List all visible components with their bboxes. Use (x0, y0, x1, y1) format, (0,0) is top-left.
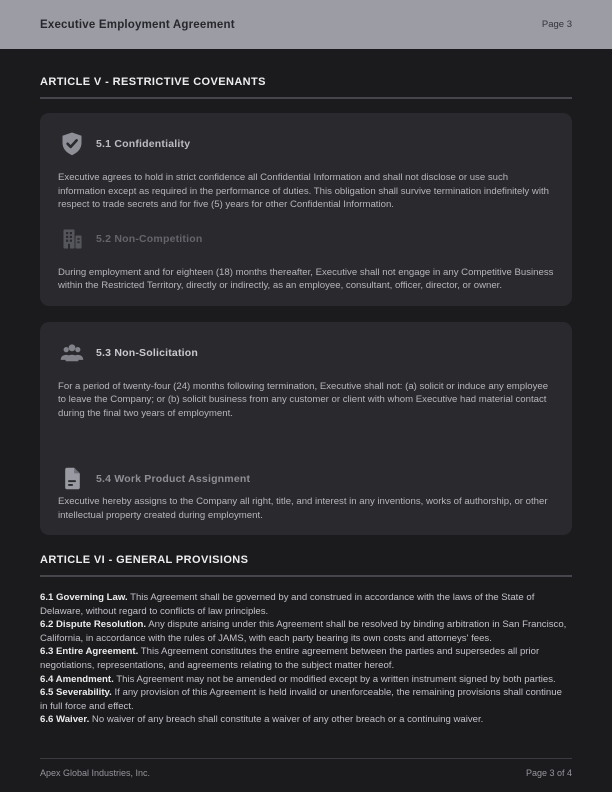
provision-6-3-label: 6.3 Entire Agreement. (40, 646, 139, 658)
covenant-5-4-title: 5.4 Work Product Assignment (96, 473, 251, 485)
footer-page-number: Page 3 of 4 (525, 768, 572, 778)
provision-6-3-text: This Agreement constitutes the entire agreement between the parties and supersedes all prior negotiations, representations, and agreements relating to the subject matter hereof. (40, 646, 540, 671)
covenant-5-3-text: For a period of twenty-four (24) months following termination, Executive shall not: (a) solicit or induce any employee to leave the Company; or (b) solicit business from any customer or client with whom Executive had material contact during the final two years of employment. (58, 380, 549, 419)
covenant-5-2-header (58, 225, 554, 253)
provision-6-6 (40, 713, 572, 727)
covenant-5-1-header (58, 130, 554, 158)
provision-6-4-label: 6.4 Amendment. (40, 673, 114, 685)
provision-6-1-label: 6.1 Governing Law. (40, 592, 128, 603)
provision-6-2 (40, 618, 572, 645)
covenant-card-2 (40, 322, 572, 536)
provision-6-3 (40, 645, 572, 672)
covenant-5-4-header (58, 465, 554, 493)
shield-check-icon (58, 130, 86, 158)
provision-6-2-label: 6.2 Dispute Resolution. (40, 619, 147, 631)
covenant-5-2-text: During employment and for eighteen (18) months thereafter, Executive shall not engage in any Competitive Business within the Restricted Territory, directly or indirectly, as an employee, consultant, officer, director, or owner. (58, 266, 554, 291)
covenant-5-4-text: Executive hereby assigns to the Company all right, title, and interest in any inventions, works of authorship, or other intellectual property created during employment. (58, 496, 548, 521)
people-icon (58, 339, 86, 367)
provision-6-4-text: This Agreement may not be amended or modified except by a written instrument signed by both parties. (116, 673, 556, 685)
covenant-5-2-title: 5.2 Non-Competition (96, 232, 203, 245)
footer-company-name: Apex Global Industries, Inc. (40, 768, 151, 778)
provision-6-6-label: 6.6 Waiver. (40, 714, 90, 726)
page-header (0, 0, 612, 49)
page-content (0, 49, 612, 727)
article-v-heading: ARTICLE V - RESTRICTIVE COVENANTS (40, 76, 572, 99)
covenant-card-1 (40, 113, 572, 306)
covenant-5-3-title: 5.3 Non-Solicitation (96, 346, 199, 359)
article-vi-heading: ARTICLE VI - GENERAL PROVISIONS (40, 554, 572, 577)
document-icon (58, 465, 86, 493)
covenant-5-3-header (58, 339, 554, 367)
provision-6-1-text: This Agreement shall be governed by and construed in accordance with the laws of the State of Delaware, without regard to conflicts of law principles. (40, 592, 535, 617)
provision-6-2-text: Any dispute arising under this Agreement shall be resolved by binding arbitration in San Francisco, California, in accordance with the rules of JAMS, with each party bearing its own costs and attorneys' fees. (40, 619, 567, 644)
building-icon (58, 225, 86, 253)
provision-6-6-text: No waiver of any breach shall constitute a waiver of any other breach or a continuing waiver. (91, 714, 484, 726)
provision-6-4 (40, 673, 572, 687)
covenant-5-1-title: 5.1 Confidentiality (96, 138, 191, 150)
provision-6-5-label: 6.5 Severability. (40, 687, 112, 699)
document-title: Executive Employment Agreement (40, 18, 235, 31)
header-page-number: Page 3 (541, 19, 572, 30)
covenant-5-1-text: Executive agrees to hold in strict confidence all Confidential Information and shall not disclose or use such information except as required in the performance of duties. This obligation shall survive termination indefinitely with respect to trade secrets and for five (5) years for other Confidential Information. (58, 172, 549, 210)
provision-6-1 (40, 591, 572, 618)
provision-6-5 (40, 686, 572, 713)
provision-6-5-text: If any provision of this Agreement is held invalid or unenforceable, the remaining provisions shall continue in full force and effect. (40, 687, 562, 712)
provisions-list (40, 591, 572, 727)
page-footer (40, 758, 572, 792)
